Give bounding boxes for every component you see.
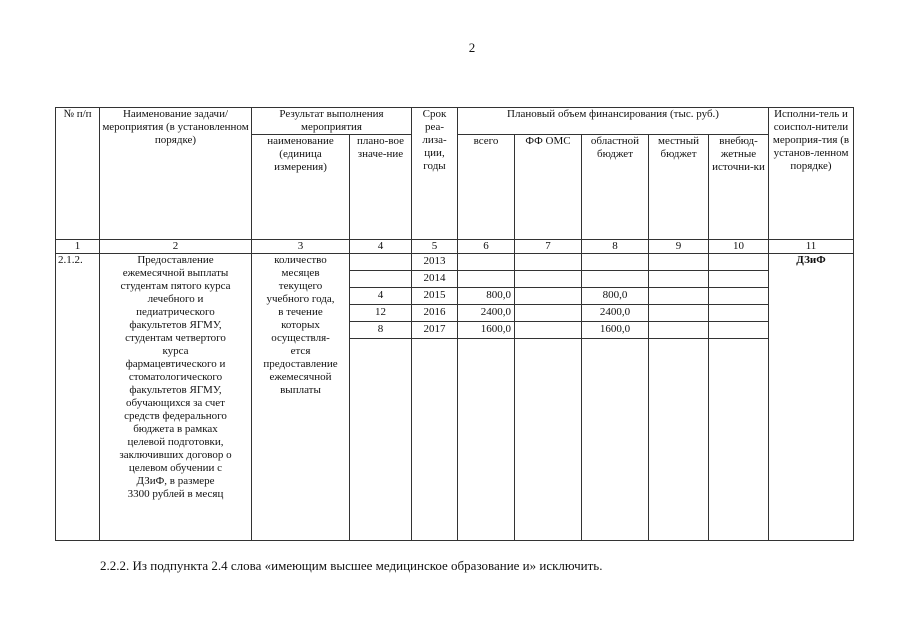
column-number: 3 xyxy=(252,240,350,254)
header-result-name: наименование (единица измерения) xyxy=(252,135,350,240)
fin-total-value: 2400,0 xyxy=(458,305,515,322)
fin-total-value: 1600,0 xyxy=(458,322,515,339)
year-value: 2014 xyxy=(412,271,458,288)
empty-cell xyxy=(709,339,769,541)
column-number: 9 xyxy=(649,240,709,254)
column-number: 1 xyxy=(56,240,100,254)
result-description: количество месяцев текущего учебного года, в течение которых осуществля- ется предоставление ежемесячной выплаты xyxy=(252,254,350,541)
fin-regional-value: 1600,0 xyxy=(582,322,649,339)
header-row-1 xyxy=(56,108,854,135)
fin-local-value xyxy=(649,305,709,322)
fin-ffoms-value xyxy=(515,288,582,305)
column-number: 2 xyxy=(100,240,252,254)
column-number: 7 xyxy=(515,240,582,254)
fin-local-value xyxy=(649,271,709,288)
header-result-plan: плано-вое значе-ние xyxy=(350,135,412,240)
plan-value: 12 xyxy=(350,305,412,322)
fin-total-value: 800,0 xyxy=(458,288,515,305)
fin-regional-value xyxy=(582,254,649,271)
header-fin-total: всего xyxy=(458,135,515,240)
empty-cell xyxy=(412,339,458,541)
fin-ffoms-value xyxy=(515,322,582,339)
amendment-text: 2.2.2. Из подпункта 2.4 слова «имеющим высшее медицинское образование и» исключить. xyxy=(100,558,603,573)
row-number: 2.1.2. xyxy=(56,254,100,541)
fin-ffoms-value xyxy=(515,305,582,322)
empty-cell xyxy=(458,339,515,541)
year-value: 2015 xyxy=(412,288,458,305)
column-number: 8 xyxy=(582,240,649,254)
fin-regional-value: 2400,0 xyxy=(582,305,649,322)
fin-local-value xyxy=(649,322,709,339)
page-number: 2 xyxy=(468,40,476,55)
fin-offbudget-value xyxy=(709,271,769,288)
fin-offbudget-value xyxy=(709,305,769,322)
plan-value: 4 xyxy=(350,288,412,305)
plan-value: 8 xyxy=(350,322,412,339)
fin-ffoms-value xyxy=(515,254,582,271)
year-value: 2017 xyxy=(412,322,458,339)
fin-regional-value xyxy=(582,271,649,288)
header-executor: Исполни-тель и соиспол-нители мероприя-тия (в установ-ленном порядке) xyxy=(769,108,854,240)
plan-value xyxy=(350,254,412,271)
header-term: Срок реа-лиза-ции, годы xyxy=(412,108,458,240)
header-result-group: Результат выполнения мероприятия xyxy=(252,108,412,135)
empty-cell xyxy=(649,339,709,541)
fin-regional-value: 800,0 xyxy=(582,288,649,305)
year-value: 2016 xyxy=(412,305,458,322)
header-fin-offbudget: внебюд-жетные источни-ки xyxy=(709,135,769,240)
column-number: 4 xyxy=(350,240,412,254)
executor-value: ДЗиФ xyxy=(769,254,854,541)
fin-total-value xyxy=(458,271,515,288)
year-value: 2013 xyxy=(412,254,458,271)
fin-local-value xyxy=(649,254,709,271)
header-financing-group: Плановый объем финансирования (тыс. руб.) xyxy=(458,108,769,135)
fin-local-value xyxy=(649,288,709,305)
fin-offbudget-value xyxy=(709,288,769,305)
header-fin-regional: областной бюджет xyxy=(582,135,649,240)
column-number: 10 xyxy=(709,240,769,254)
header-fin-ffoms: ФФ ОМС xyxy=(515,135,582,240)
header-num: № п/п xyxy=(56,108,100,240)
column-number: 5 xyxy=(412,240,458,254)
fin-total-value xyxy=(458,254,515,271)
fin-ffoms-value xyxy=(515,271,582,288)
fin-offbudget-value xyxy=(709,254,769,271)
plan-value xyxy=(350,271,412,288)
task-description: Предоставление ежемесячной выплаты студентам пятого курса лечебного и педиатрического факультетов ЯГМУ, студентам четвертого курса фармацевтического и стоматологического факультетов ЯГМУ, обучающихся за счет средств федерального бюджета в рамках целевой подготовки, заключивших договор о целевом обучении с ДЗиФ, в размере 3300 рублей в месяц xyxy=(100,254,252,541)
column-number: 6 xyxy=(458,240,515,254)
column-number: 11 xyxy=(769,240,854,254)
empty-cell xyxy=(515,339,582,541)
header-task: Наименование задачи/мероприятия (в установленном порядке) xyxy=(100,108,252,240)
table-row xyxy=(56,254,854,271)
financing-table xyxy=(55,107,854,541)
empty-cell xyxy=(350,339,412,541)
column-numbers-row xyxy=(56,240,854,254)
header-fin-local: местный бюджет xyxy=(649,135,709,240)
empty-cell xyxy=(582,339,649,541)
fin-offbudget-value xyxy=(709,322,769,339)
